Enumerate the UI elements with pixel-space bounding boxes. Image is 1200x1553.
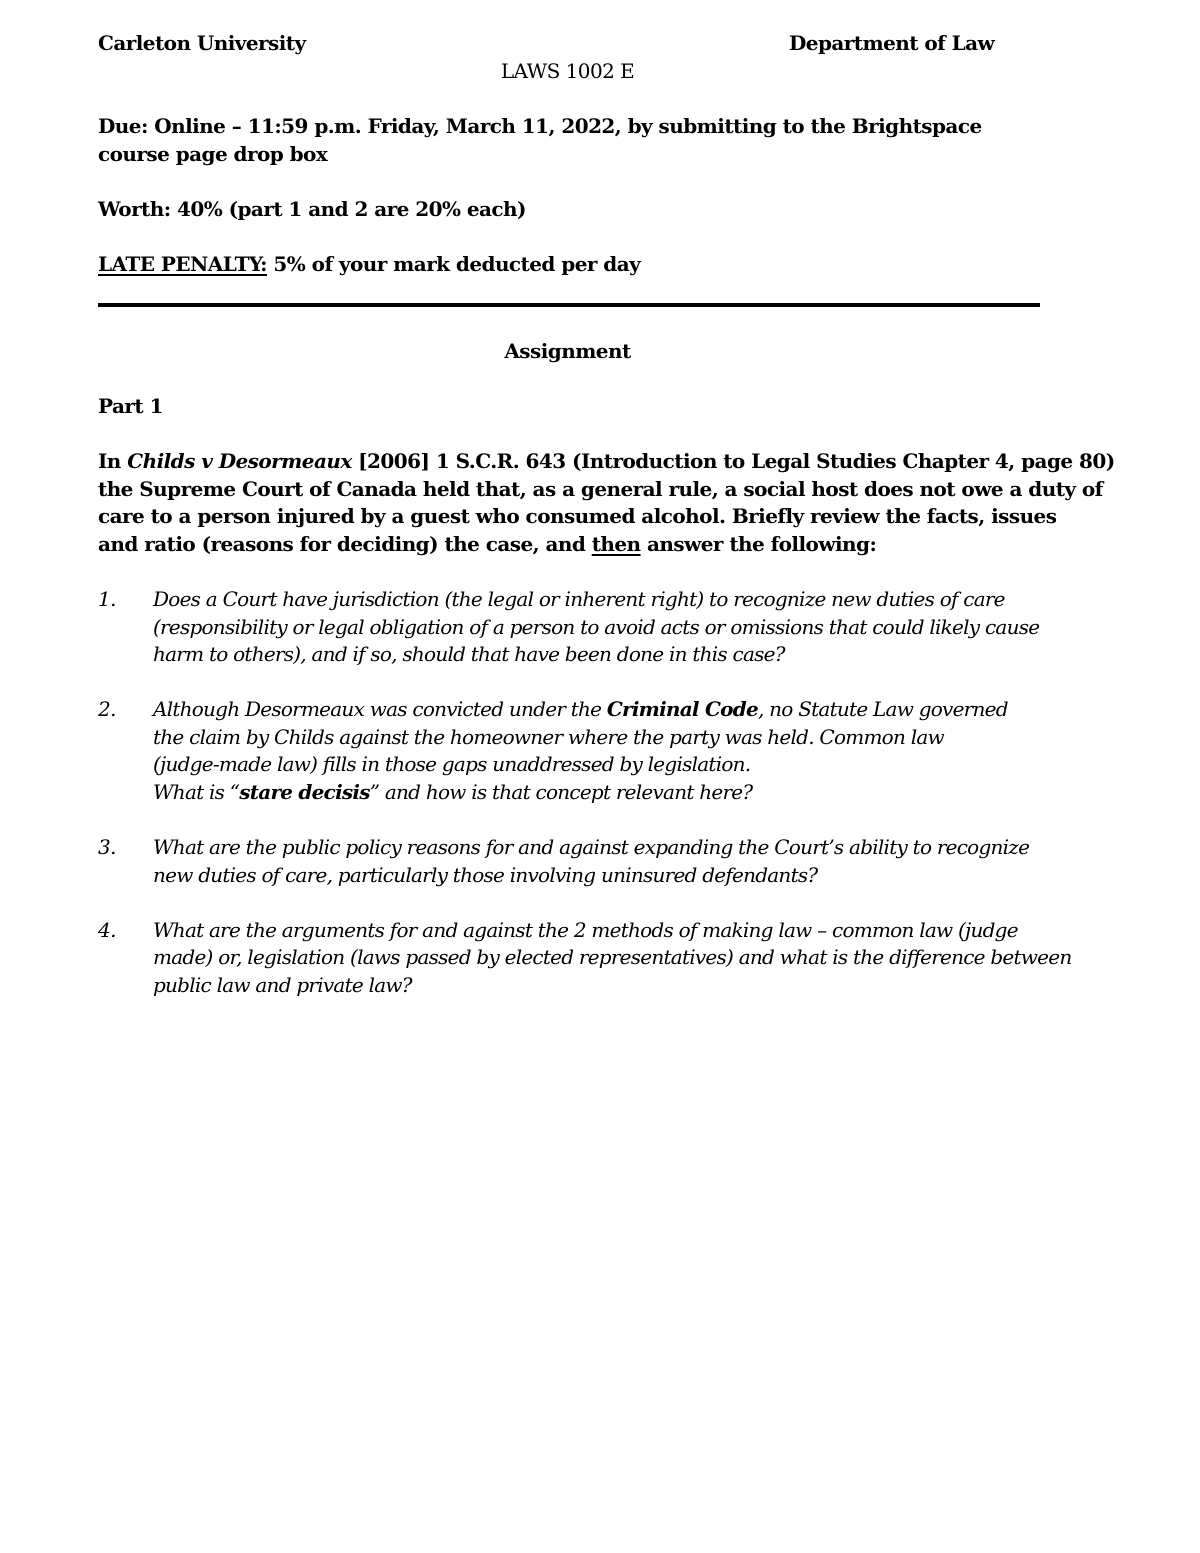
question-2-line-4 [153, 778, 752, 806]
course-code: LAWS 1002 E [500, 59, 635, 83]
university-name: Carleton University [98, 31, 306, 55]
question-3-line-2: new duties of care, particularly those involving uninsured defendants? [153, 863, 818, 887]
due-line-1: Due: Online – 11:59 p.m. Friday, March 11, 2022, by submitting to the Brightspace [98, 114, 982, 138]
case-name: Childs v Desormeaux [127, 449, 352, 473]
question-1-line-3: harm to others), and if so, should that have been done in this case? [153, 642, 785, 666]
question-3-number: 3. [98, 835, 116, 859]
question-1-line-2: (responsibility or legal obligation of a person to avoid acts or omissions that could likely cause [153, 615, 1040, 639]
intro-line-4-start: and ratio (reasons for deciding) the case, and [98, 532, 592, 556]
question-2-line-2: the claim by Childs against the homeowner where the party was held. Common law [153, 725, 944, 749]
question-1-number: 1. [98, 587, 116, 611]
department-name: Department of Law [789, 31, 995, 55]
due-line-2: course page drop box [98, 142, 328, 166]
question-4-line-2: made) or, legislation (laws passed by elected representatives) and what is the difference between [153, 945, 1072, 969]
question-4-number: 4. [98, 918, 116, 942]
intro-line-1-start: In [98, 449, 128, 473]
stare-decisis-emphasis: stare decisis [239, 780, 370, 804]
question-3-line-1: What are the public policy reasons for and against expanding the Court’s ability to recognize [153, 835, 1030, 859]
question-4-line-1: What are the arguments for and against the 2 methods of making law – common law (judge [153, 918, 1018, 942]
question-1-line-1: Does a Court have jurisdiction (the legal or inherent right) to recognize new duties of care [153, 587, 1005, 611]
intro-line-1 [98, 447, 1115, 475]
then-emphasis: then [591, 532, 641, 556]
intro-line-3: care to a person injured by a guest who consumed alcohol. Briefly review the facts, issues [98, 504, 1057, 528]
intro-line-4-end: answer the following: [640, 532, 877, 556]
late-penalty-text: 5% of your mark deducted per day [267, 252, 641, 276]
question-2-line-1 [153, 695, 1008, 723]
assignment-heading: Assignment [504, 339, 631, 363]
question-2-line-1-start: Although Desormeaux was convicted under the [153, 697, 607, 721]
horizontal-divider [98, 303, 1040, 307]
late-penalty-label: LATE PENALTY: [98, 252, 268, 276]
criminal-code-emphasis: Criminal Code [606, 697, 758, 721]
question-2-line-3: (judge-made law) fills in those gaps unaddressed by legislation. [153, 752, 751, 776]
question-4-line-3: public law and private law? [153, 973, 412, 997]
late-penalty-line [98, 250, 640, 278]
intro-line-1-end: [2006] 1 S.C.R. 643 (Introduction to Legal Studies Chapter 4, page 80) [351, 449, 1115, 473]
question-2-line-4-end: ” and how is that concept relevant here? [369, 780, 753, 804]
question-2-line-1-end: , no Statute Law governed [757, 697, 1008, 721]
worth-line: Worth: 40% (part 1 and 2 are 20% each) [98, 197, 526, 221]
part-heading: Part 1 [98, 394, 163, 418]
question-2-line-4-start: What is “ [153, 780, 240, 804]
question-2-number: 2. [98, 697, 116, 721]
intro-line-4 [98, 530, 876, 558]
intro-line-2: the Supreme Court of Canada held that, as a general rule, a social host does not owe a duty of [98, 477, 1103, 501]
